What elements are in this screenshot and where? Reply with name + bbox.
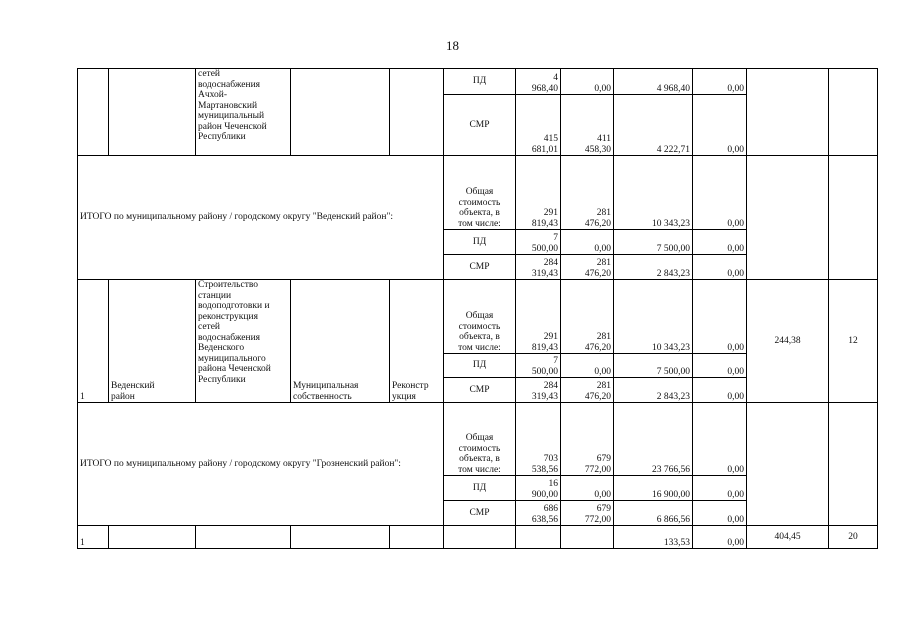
cell-value: 23 766,56 [614, 403, 693, 476]
cell-value: 4 222,71 [614, 95, 693, 156]
cell-capacity: 404,45 [747, 526, 829, 549]
cell-value: 0,00 [693, 354, 747, 378]
cell-value: 0,00 [693, 230, 747, 255]
cell-value: 7 500,00 [614, 230, 693, 255]
cell-value: 0,00 [693, 378, 747, 403]
cell-cost-label: СМР [444, 255, 516, 280]
cell-value: 281 476,20 [561, 378, 614, 403]
cell-value: 2 843,23 [614, 378, 693, 403]
cell-value: 679 772,00 [561, 501, 614, 526]
cell-value [516, 526, 561, 549]
cell-value: 0,00 [693, 156, 747, 230]
cell-value: 679 772,00 [561, 403, 614, 476]
cell-cost-label: СМР [444, 95, 516, 156]
cell-value: 411 458,30 [561, 95, 614, 156]
cell-term: 12 [829, 280, 878, 403]
cell-ownership: Муниципальная собственность [291, 280, 390, 403]
cell-value: 0,00 [693, 255, 747, 280]
cell-value: 0,00 [693, 280, 747, 354]
total-title: ИТОГО по муниципальному району / городскому округу "Веденский район": [78, 156, 444, 280]
cell-cost-label: ПД [444, 69, 516, 95]
cell-value: 291 819,43 [516, 280, 561, 354]
cell-value: 284 319,43 [516, 378, 561, 403]
cell-value: 7 500,00 [516, 354, 561, 378]
total-title: ИТОГО по муниципальному району / городскому округу "Грозненский район": [78, 403, 444, 526]
cell-value: 284 319,43 [516, 255, 561, 280]
cell-value: 10 343,23 [614, 280, 693, 354]
cell-district: Веденский район [109, 280, 196, 403]
cell-ownership [291, 69, 390, 156]
cell-capacity [747, 69, 829, 156]
cell-value: 4 968,40 [614, 69, 693, 95]
cell-num: 1 [78, 526, 109, 549]
cell-value: 281 476,20 [561, 255, 614, 280]
cell-work-type [390, 69, 444, 156]
cell-value: 0,00 [561, 69, 614, 95]
cell-value: 0,00 [561, 230, 614, 255]
cell-value: 7 500,00 [516, 230, 561, 255]
cell-cost-label: ПД [444, 354, 516, 378]
cell-ownership [291, 526, 390, 549]
cell-cost-label: СМР [444, 501, 516, 526]
cell-cost-label: Общая стоимость объекта, в том числе: [444, 156, 516, 230]
cell-value: 10 343,23 [614, 156, 693, 230]
cell-value: 4 968,40 [516, 69, 561, 95]
cell-capacity: 244,38 [747, 280, 829, 403]
cell-object-name [196, 526, 291, 549]
table-row [78, 403, 878, 476]
cell-capacity [747, 403, 829, 526]
cell-cost-label: ПД [444, 476, 516, 501]
cell-cost-label: СМР [444, 378, 516, 403]
cell-cost-label: Общая стоимость объекта, в том числе: [444, 280, 516, 354]
cell-value: 6 866,56 [614, 501, 693, 526]
cell-cost-label [444, 526, 516, 549]
cell-value: 0,00 [693, 476, 747, 501]
cell-district [109, 526, 196, 549]
cell-object-name: Строительство станции водоподготовки и реконструкция сетей водоснабжения Веденского муниципального района Чеченской Республики [196, 280, 291, 403]
cell-district [109, 69, 196, 156]
cell-value: 703 538,56 [516, 403, 561, 476]
cell-term [829, 156, 878, 280]
cell-object-name: сетей водоснабжения Ачхой- Мартановский муниципальный район Чеченской Республики [196, 69, 291, 156]
cell-num: 1 [78, 280, 109, 403]
cell-term [829, 403, 878, 526]
cell-value: 7 500,00 [614, 354, 693, 378]
table-row [78, 156, 878, 230]
cell-value: 0,00 [693, 501, 747, 526]
cell-value [561, 526, 614, 549]
investment-table [77, 68, 878, 549]
cell-value: 0,00 [561, 476, 614, 501]
cell-value: 0,00 [693, 95, 747, 156]
cell-value: 281 476,20 [561, 156, 614, 230]
cell-cost-label: Общая стоимость объекта, в том числе: [444, 403, 516, 476]
cell-value: 281 476,20 [561, 280, 614, 354]
cell-value: 0,00 [693, 403, 747, 476]
cell-value: 0,00 [693, 526, 747, 549]
cell-value: 0,00 [693, 69, 747, 95]
page-number: 18 [446, 38, 459, 53]
cell-cost-label: ПД [444, 230, 516, 255]
cell-term [829, 69, 878, 156]
cell-value: 291 819,43 [516, 156, 561, 230]
cell-term: 20 [829, 526, 878, 549]
cell-value: 16 900,00 [614, 476, 693, 501]
cell-capacity [747, 156, 829, 280]
cell-value: 133,53 [614, 526, 693, 549]
table-row [78, 526, 878, 549]
cell-value: 0,00 [561, 354, 614, 378]
table-row [78, 69, 878, 95]
cell-work-type: Реконстр укция [390, 280, 444, 403]
cell-value: 686 638,56 [516, 501, 561, 526]
cell-value: 415 681,01 [516, 95, 561, 156]
cell-work-type [390, 526, 444, 549]
cell-value: 2 843,23 [614, 255, 693, 280]
cell-num [78, 69, 109, 156]
table-row [78, 280, 878, 354]
cell-value: 16 900,00 [516, 476, 561, 501]
